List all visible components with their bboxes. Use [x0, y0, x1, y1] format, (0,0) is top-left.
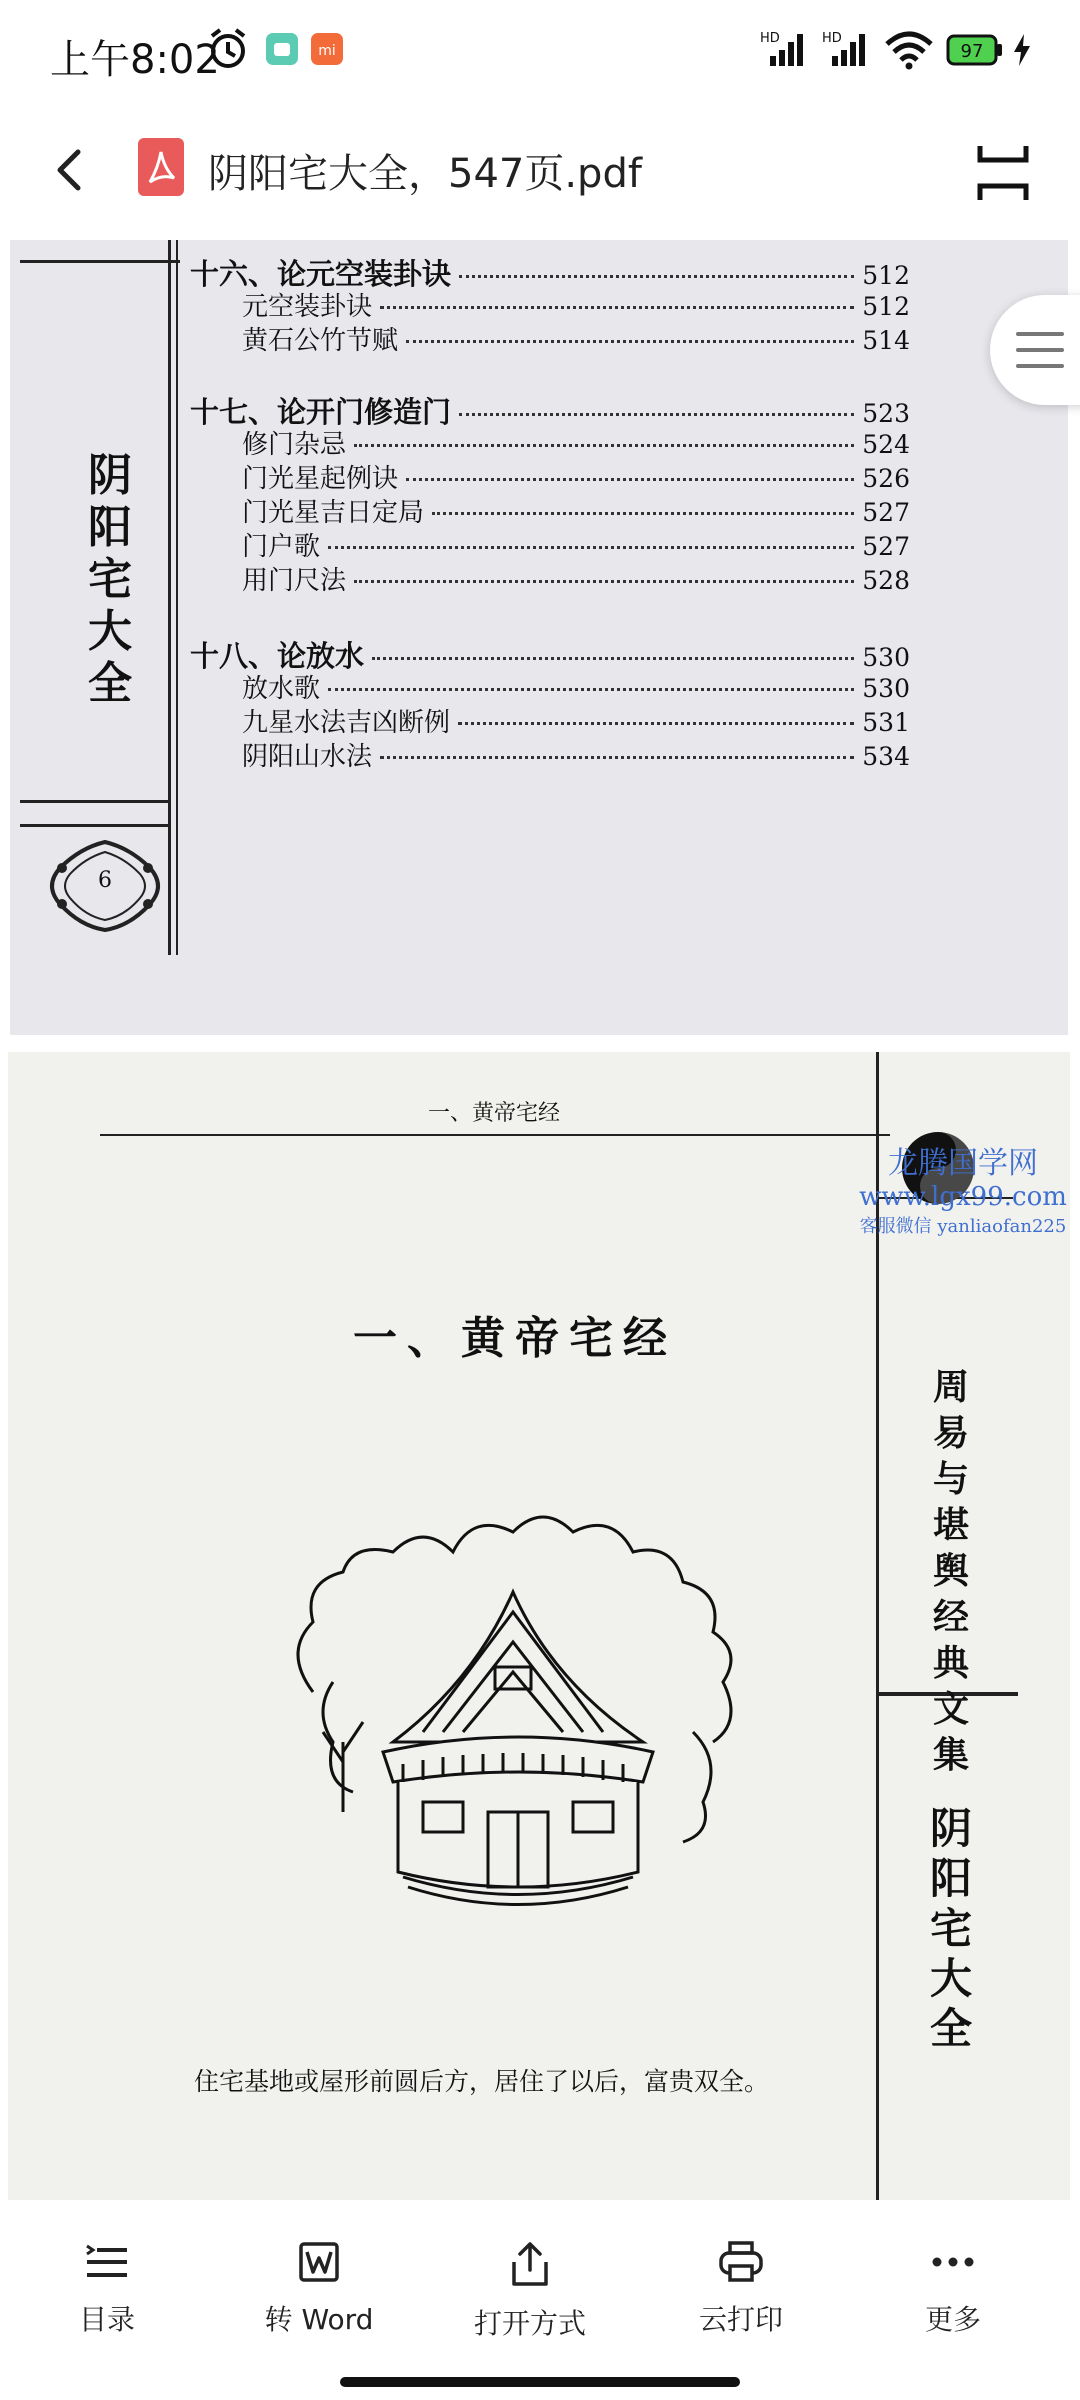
more-label: 更多 — [924, 2303, 981, 2336]
status-time: 上午8:02 — [50, 37, 220, 83]
toc-entry-title: 用门尺法 — [242, 566, 347, 596]
toc-entry[interactable] — [242, 526, 910, 563]
signal-icon-2 — [822, 28, 872, 74]
toc-entry-page: 531 — [862, 708, 910, 737]
toc-entry[interactable] — [242, 458, 910, 495]
cloud-print-label: 云打印 — [698, 2303, 783, 2336]
book-title: 阴阳宅大全 — [929, 1804, 972, 2053]
pdf-page-1[interactable] — [8, 1052, 1070, 2200]
back-button[interactable] — [40, 140, 100, 200]
open-with-label: 打开方式 — [473, 2307, 586, 2340]
toc-entry-title: 门户歌 — [242, 532, 321, 562]
running-header: 一、黄帝宅经 — [428, 1101, 561, 1126]
wifi-icon — [884, 30, 934, 74]
watermark-contact: 客服微信 yanliaofan225 — [859, 1216, 1067, 1237]
signal-icon — [760, 28, 810, 74]
more-icon — [929, 2240, 977, 2284]
toc-entry-page: 534 — [862, 742, 910, 771]
toc-entry[interactable] — [242, 702, 910, 739]
toc-entry-page: 512 — [862, 292, 910, 321]
toc-leader-dots — [459, 275, 854, 278]
page-border-line — [176, 240, 178, 955]
toc-entry-page: 526 — [862, 464, 910, 493]
toc-entry-page: 530 — [862, 674, 910, 703]
toc-entry-page: 514 — [862, 326, 910, 355]
toc-entry[interactable] — [242, 286, 910, 323]
toc-entry-page: 527 — [862, 498, 910, 527]
toc-entry-title: 修门杂忌 — [242, 430, 347, 460]
toc-entry-title: 阴阳山水法 — [242, 742, 373, 772]
document-viewer[interactable] — [0, 240, 1080, 2200]
toc-entry-page: 530 — [862, 643, 910, 672]
app-notification-icon — [265, 32, 299, 70]
bottom-toolbar — [0, 2200, 1080, 2400]
toc-entry[interactable] — [242, 736, 910, 773]
toc-button[interactable] — [32, 2240, 182, 2350]
toc-entry[interactable] — [242, 560, 910, 597]
page-border-line — [20, 800, 170, 803]
toc-leader-dots — [459, 413, 854, 416]
toc-leader-dots — [406, 478, 854, 481]
toc-leader-dots — [458, 722, 854, 725]
toc-label: 目录 — [78, 2303, 135, 2336]
document-title: 阴阳宅大全，547页.pdf — [208, 151, 642, 197]
share-icon — [508, 2240, 552, 2288]
toc-leader-dots — [354, 580, 854, 583]
open-with-button[interactable] — [455, 2240, 605, 2350]
toc-leader-dots — [432, 512, 854, 515]
page-number: 6 — [98, 868, 112, 893]
toc-leader-dots — [354, 444, 854, 447]
app-bar — [0, 100, 1080, 240]
watermark-site-name: 龙腾国学网 — [888, 1146, 1038, 1181]
watermark-url: www.lgx99.com — [859, 1182, 1067, 1212]
toc-entry-title: 门光星起例诀 — [242, 464, 399, 494]
svg-text:mi: mi — [318, 43, 336, 59]
toc-entry[interactable] — [242, 668, 910, 705]
battery-level: 97 — [960, 41, 984, 62]
printer-icon — [718, 2240, 764, 2284]
page-border-line — [20, 260, 180, 263]
toc-entry-page: 512 — [862, 261, 910, 290]
toc-leader-dots — [380, 306, 854, 309]
charging-icon — [1012, 34, 1032, 70]
toc-entry-title: 门光星吉日定局 — [242, 498, 425, 528]
chevron-left-icon — [52, 148, 88, 192]
toc-entry-title: 十八、论放水 — [190, 639, 365, 673]
toc-leader-dots — [380, 756, 854, 759]
alarm-icon — [208, 26, 248, 74]
page-side-title: 阴阳宅大全 — [88, 450, 132, 709]
menu-lines-icon — [1016, 330, 1066, 370]
toc-entry-page: 527 — [862, 532, 910, 561]
toc-entry-title: 元空装卦诀 — [242, 292, 373, 322]
status-bar — [0, 0, 1080, 100]
pdf-file-icon — [138, 138, 184, 196]
header-rule — [100, 1134, 890, 1136]
toc-entry-page: 524 — [862, 430, 910, 459]
pdf-page-6[interactable] — [10, 240, 1068, 1035]
svg-text:HD: HD — [760, 31, 780, 46]
toc-entry-title: 黄石公竹节赋 — [242, 326, 399, 356]
more-button[interactable] — [878, 2240, 1028, 2350]
toc-entry[interactable] — [242, 424, 910, 461]
toc-entry-title: 九星水法吉凶断例 — [242, 708, 451, 738]
illustration-caption: 住宅基地或屋形前圆后方，居住了以后，富贵双全。 — [194, 2067, 770, 2096]
toc-entry-title: 十七、论开门修造门 — [190, 395, 452, 429]
reader-mode-button[interactable] — [970, 140, 1036, 206]
toc-leader-dots — [328, 688, 854, 691]
battery-icon — [946, 34, 1004, 70]
toc-entry[interactable] — [242, 492, 910, 529]
toc-entry-page: 523 — [862, 399, 910, 428]
home-indicator[interactable] — [340, 2377, 740, 2387]
cloud-print-button[interactable] — [666, 2240, 816, 2350]
toc-entry-title: 十六、论元空装卦诀 — [190, 257, 452, 291]
page-border-line — [20, 824, 170, 827]
house-illustration — [273, 1482, 763, 1922]
chapter-title: 一、黄帝宅经 — [353, 1313, 677, 1364]
toc-leader-dots — [406, 340, 854, 343]
toc-entry-title: 放水歌 — [242, 674, 321, 704]
mi-app-notification-icon — [310, 32, 344, 70]
toc-entry[interactable] — [242, 320, 910, 357]
convert-word-label: 转 Word — [264, 2303, 374, 2336]
toc-leader-dots — [328, 546, 854, 549]
list-icon — [85, 2240, 129, 2284]
series-title: 周易与堪舆经典文集 — [932, 1366, 969, 1776]
toc-leader-dots — [372, 657, 854, 660]
reading-mode-icon — [970, 140, 1036, 206]
toc-entry-page: 528 — [862, 566, 910, 595]
svg-text:HD: HD — [822, 31, 842, 46]
watermark — [858, 1138, 1068, 1238]
word-convert-icon — [297, 2240, 341, 2284]
convert-word-button[interactable] — [244, 2240, 394, 2350]
